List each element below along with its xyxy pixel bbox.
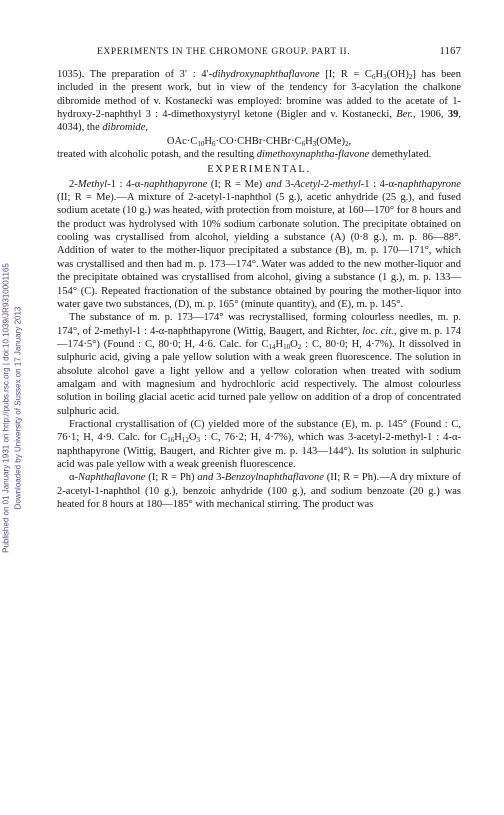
side-note-publication-line: Published on 01 January 1931 on http://pubs.rsc.org | doi:10.1039/JR9310001165: [1, 263, 11, 553]
dibromide-formula: $OAc\cdot C_{10}H_6\cdot CO\cdot CHBr\cdot CHBr\cdot C_6H_3(OMe)_2$,: [166, 135, 352, 148]
paragraph-naphthaflavone: α-Naphthaflavone (I; R = Ph) and 3-Benzoylnaphthaflavone (II; R = Ph).—A dry mixture of 2-acetyl-1-naphthol (10 g.), benzoic anhydride (100 g.), and sodium benzoate (20 g.) was heated for 8 hours at 180—185° with mechanical stirring. The product was: [57, 472, 461, 510]
paragraph-demethylation: treated with alcoholic potash, and the resulting dimethoxynaphtha-flavone demethylated.: [57, 149, 432, 161]
running-head-title: EXPERIMENTS IN THE CHROMONE GROUP. PART II.: [97, 47, 351, 57]
paragraph-fractional-crystallisation: Fractional crystallisation of (C) yielded more of the substance (E), m. p. 145° (Found : C, 76·1; H, 4·9. Calc. for $C_{16}H_{12}O_3$ : C, 76·2; H, 4·7%), which was 3-acetyl-2-methyl-1 : 4-α-naphthapyrone (Wittig, Baugert, and Richter give m. p. 143—144°). Its solution in sulphuric acid was pale yellow with a weak greenish fluorescence.: [57, 418, 461, 470]
side-margin-note: [0, 0, 30, 815]
paragraph-continuation: 1035). The preparation of 3′ : 4′-dihydroxynaphthaflavone [I; $R = C_6H_3(OH)_2$] has been included in the present work, but in view of the tendency for 3-acylation the chalkone dibromide method of v. Kostanecki was employed: bromine was added to the acetate of 1-hydroxy-2-naphthyl 3 : 4-dimethoxystyryl ketone (Bigler and v. Kostanecki, Ber., 1906, 39, 4034), the dibromide,: [57, 69, 462, 134]
side-note-download-line: Downloaded by University of Sussex on 17 January 2013: [13, 306, 23, 510]
page-number: 1167: [439, 45, 461, 57]
article-body: [57, 68, 461, 511]
running-head: [57, 45, 461, 57]
paragraph-substance-174: The substance of m. p. 173—174° was recrystallised, forming colourless needles, m. p. 174°, of 2-methyl-1 : 4-α-naphthapyrone (Wittig, Baugert, and Richter, loc. cit., give m. p. 174—174·5°) (Found : C, 80·0; H, 4·6. Calc. for $C_{14}H_{10}O_2$ : C, 80·0; H, 4·7%). It dissolved in sulphuric acid, giving a pale yellow solution with a weak green fluorescence. The solution in absolute alcohol gave a light yellow and a yellow coloration when treated with sodium amalgam and with magnesium and hydrochloric acid respectively. The almost colourless solution in boiling glacial acetic acid turned pale yellow on addition of a drop of concentrated sulphuric acid.: [57, 312, 461, 417]
section-heading-experimental: EXPERIMENTAL.: [207, 164, 311, 176]
paragraph-methyl-naphthapyrone: 2-Methyl-1 : 4-α-naphthapyrone (I; R = Me) and 3-Acetyl-2-methyl-1 : 4-α-naphthapyrone (II; R = Me).—A mixture of 2-acetyl-1-naphthol (5 g.), acetic anhydride (25 g.), and fused sodium acetate (10 g.) was heated, with protection from moisture, at 160—170° for 8 hours and the product was hydrolysed with 10% sodium carbonate solution. The precipitate obtained on cooling was crystallised from alcohol, yielding a substance (A) (0·8 g.), m. p. 86—88°. Addition of water to the mother-liquor precipitated a substance (B), m. p. 170—171°, which was crystallised and then had m. p. 173—174°. Water was added to the new mother-liquor and the precipitate obtained was crystallised from alcohol, giving a substance (1 g.), m. p. 133—154° (C). Repeated fractionation of the substance obtained by pouring the mother-liquor into water gave two substances, (D), m. p. 165° (minute quantity), and (E), m. p. 145°.: [57, 178, 461, 310]
